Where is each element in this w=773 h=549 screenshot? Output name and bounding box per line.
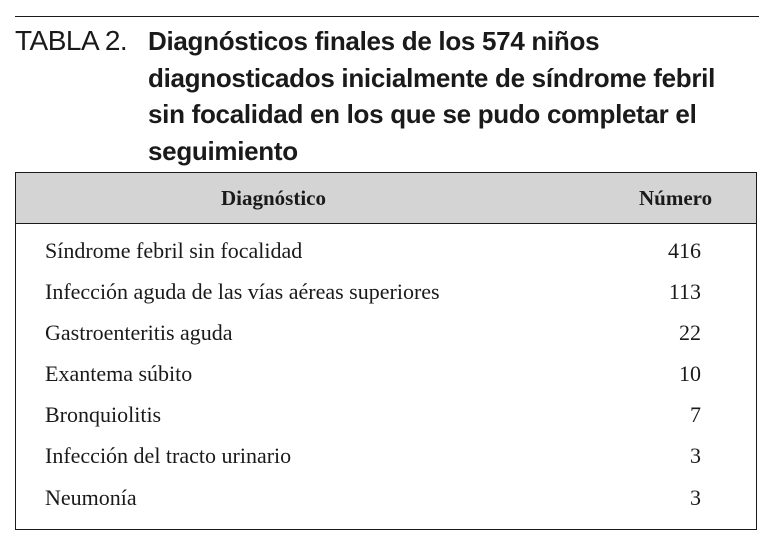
diagnosis-cell: Infección del tracto urinario [45,443,292,469]
diagnosis-cell: Síndrome febril sin focalidad [45,238,303,263]
table-row [16,271,756,312]
table-title: Diagnósticos finales de los 574 niños diagnosticados inicialmente de síndrome febril sin focalidad en los que se pudo completar el seguimiento [148,26,715,166]
diagnosis-table [15,172,757,530]
diagnosis-cell: Exantema súbito [45,361,193,387]
top-rule [15,16,759,17]
column-header-diagnosis: Diagnóstico [221,186,326,210]
number-cell: 3 [690,443,701,469]
table-header [16,173,756,224]
number-cell: 10 [679,361,701,387]
diagnosis-cell: Neumonía [45,484,137,510]
number-cell: 7 [690,402,701,428]
number-cell: 416 [668,238,701,263]
table-row [16,312,756,353]
diagnosis-cell: Gastroenteritis aguda [45,320,233,346]
table-caption [15,23,759,169]
table-row [16,435,756,476]
table-label: TABLA 2. [15,25,128,56]
diagnosis-cell: Infección aguda de las vías aéreas superiores [45,279,440,305]
column-header-number: Número [639,186,713,210]
number-cell: 22 [679,320,701,346]
table-body [16,230,756,518]
table-row [16,353,756,394]
table-row [16,477,756,518]
diagnosis-cell: Bronquiolitis [45,402,162,428]
table-row [16,230,756,271]
number-cell: 113 [668,279,701,305]
table-row [16,394,756,435]
number-cell: 3 [690,484,701,510]
